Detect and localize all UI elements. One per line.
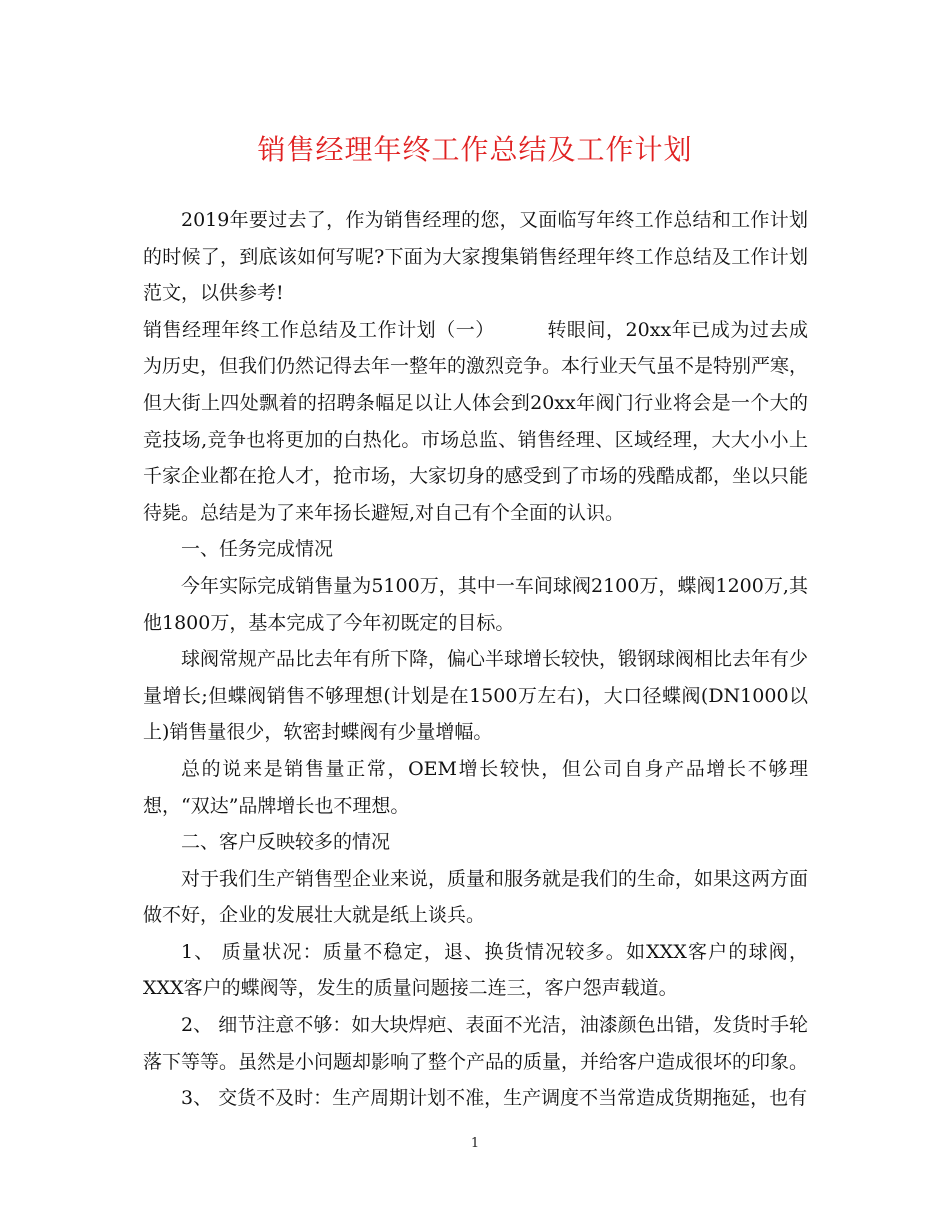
document-title: 销售经理年终工作总结及工作计划 [257,133,693,166]
paragraph-summary: 总的说来是销售量正常，OEM增长较快，但公司自身产品增长不够理想，“双达”品牌增长也不理想。 [143,757,808,817]
document-body [143,202,808,1117]
list-item-delivery: 3、 交货不及时：生产周期计划不准，生产调度不当常造成货期拖延，也有 [181,1087,808,1110]
list-item-details: 2、 细节注意不够：如大块焊疤、表面不光洁，油漆颜色出错，发货时手轮落下等等。虽然是小问题却影响了整个产品的质量，并给客户造成很坏的印象。 [143,1014,809,1073]
paragraph-sales-figures: 今年实际完成销售量为5100万，其中一车间球阀2100万，蝶阀1200万,其他1800万，基本完成了今年初既定的目标。 [143,574,808,634]
section-paragraph [143,312,808,532]
heading-task-completion: 一、任务完成情况 [181,538,334,561]
section-heading: 销售经理年终工作总结及工作计划（一） [143,318,495,341]
paragraph-product-analysis: 球阀常规产品比去年有所下降，偏心半球增长较快，锻钢球阀相比去年有少量增长;但蝶阀销售不够理想(计划是在1500万左右)，大口径蝶阀(DN1000以上)销售量很少，软密封蝶阀有少量增幅。 [143,648,809,744]
heading-customer-feedback: 二、客户反映较多的情况 [181,831,391,854]
intro-paragraph: 2019年要过去了，作为销售经理的您，又面临写年终工作总结和工作计划的时候了，到底该如何写呢?下面为大家搜集销售经理年终工作总结及工作计划范文，以供参考! [143,209,808,305]
list-item-quality: 1、 质量状况：质量不稳定，退、换货情况较多。如XXX客户的球阀，XXX客户的蝶阀等，发生的质量问题接二连三，客户怨声载道。 [143,940,808,1000]
page-number: 1 [470,1136,480,1151]
section-body: 转眼间，20xx年已成为过去成为历史，但我们仍然记得去年一整年的激烈竞争。本行业天气虽不是特别严寒，但大街上四处飘着的招聘条幅足以让人体会到20xx年阀门行业将会是一个大的竞技场,竞争也将更加的白热化。市场总监、销售经理、区域经理，大大小小上千家企业都在抢人才，抢市场，大家切身的感受到了市场的残酷成都，坐以只能待毙。总结是为了来年扬长避短,对自己有个全面的认识。 [143,318,809,524]
paragraph-quality-service: 对于我们生产销售型企业来说，质量和服务就是我们的生命，如果这两方面做不好，企业的发展壮大就是纸上谈兵。 [143,867,809,927]
